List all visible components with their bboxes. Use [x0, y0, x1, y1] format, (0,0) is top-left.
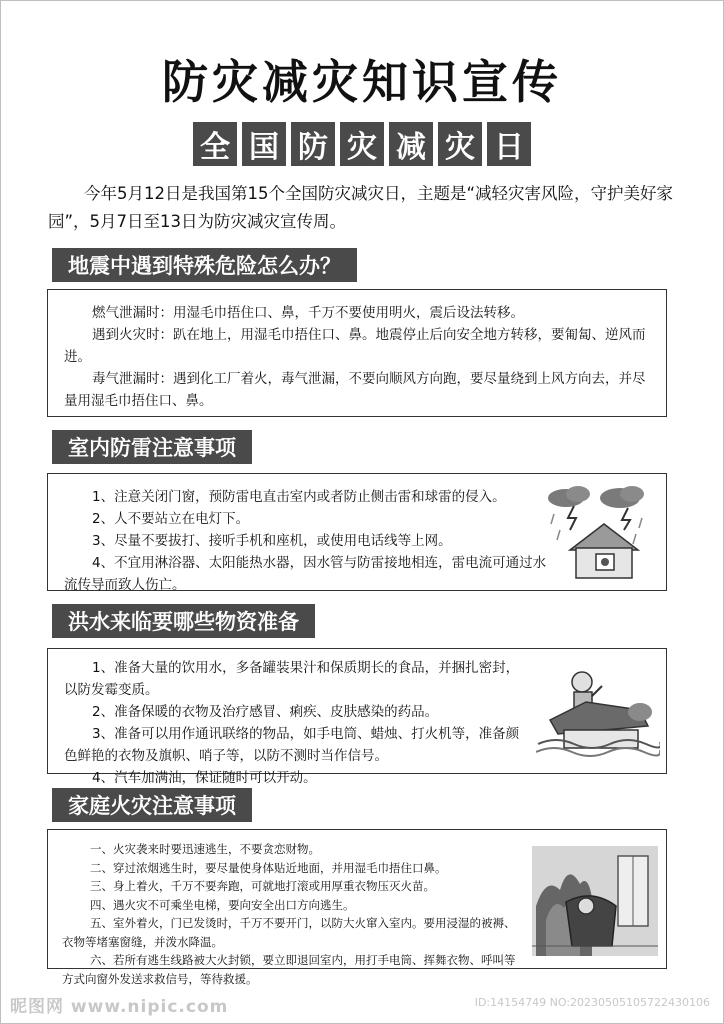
subtitle-char: 减 [389, 122, 433, 166]
paragraph: 五、室外着火，门已发烫时，千万不要开门，以防大火窜入室内。要用浸湿的被褥、衣物等堵塞窗缝，并泼水降温。 [62, 916, 516, 949]
subtitle-char: 全 [193, 122, 237, 166]
paragraph: 4、汽车加满油，保证随时可以开动。 [92, 770, 317, 786]
paragraph: 1、注意关闭门窗，预防雷电直击室内或者防止侧击雷和球雷的侵入。 [92, 489, 506, 505]
paragraph: 毒气泄漏时：遇到化工厂着火，毒气泄漏，不要向顺风方向跑，要尽量绕到上风方向去，并尽量用湿毛巾捂住口、鼻。 [64, 371, 646, 409]
paragraph: 3、尽量不要拔打、接听手机和座机，或使用电话线等上网。 [92, 533, 452, 549]
subtitle-char: 日 [487, 122, 531, 166]
paragraph: 一、火灾袭来时要迅速逃生，不要贪恋财物。 [90, 842, 320, 856]
fire-escape-illustration [532, 846, 658, 956]
paragraph: 三、身上着火，千万不要奔跑，可就地打滚或用厚重衣物压灭火苗。 [90, 879, 435, 893]
subtitle-char: 灾 [438, 122, 482, 166]
page-title: 防灾减灾知识宣传 [162, 55, 562, 109]
paragraph: 3、准备可以用作通讯联络的物品，如手电筒、蜡烛、打火机等，准备颜色鲜艳的衣物及旗帜、哨子等，以防不测时当作信号。 [64, 726, 520, 764]
storm-house-illustration [544, 484, 648, 582]
section-box-earthquake [47, 289, 667, 417]
flood-rooftop-illustration [536, 660, 660, 760]
paragraph: 四、遇火灾不可乘坐电梯，要向安全出口方向逃生。 [90, 897, 355, 912]
paragraph: 2、准备保暖的衣物及治疗感冒、痢疾、皮肤感染的药品。 [92, 704, 439, 720]
intro-paragraph: 今年5月12日是我国第15个全国防灾减灾日，主题是“减轻灾害风险，守护美好家园”，5月7日至13日为防灾减灾宣传周。 [48, 184, 674, 231]
paragraph: 1、准备大量的饮用水，多备罐装果汁和保质期长的食品，并捆扎密封，以防发霉变质。 [64, 660, 520, 698]
paragraph: 4、不宜用淋浴器、太阳能热水器，因水管与防雷接地相连，雷电流可通过水流传导而致人伤亡。 [64, 555, 547, 593]
section-heading-fire: 家庭火灾注意事项 [52, 788, 252, 822]
paragraph: 遇到火灾时：趴在地上，用湿毛巾捂住口、鼻。地震停止后向安全地方转移，要匍匐、逆风而进。 [64, 327, 646, 365]
section-heading-flood: 洪水来临要哪些物资准备 [52, 604, 315, 638]
section-heading-earthquake: 地震中遇到特殊危险怎么办？ [52, 248, 357, 282]
subtitle-char: 防 [291, 122, 335, 166]
watermark-id: ID:14154749 NO:20230505105722430106 [474, 996, 710, 1009]
paragraph: 二、穿过浓烟逃生时，要尽量使身体贴近地面，并用湿毛巾捂住口鼻。 [90, 860, 447, 875]
subtitle-char: 国 [242, 122, 286, 166]
paragraph: 2、人不要站立在电灯下。 [92, 511, 250, 527]
subtitle-banner [0, 122, 724, 166]
section-heading-lightning: 室内防雷注意事项 [52, 430, 252, 464]
paragraph: 燃气泄漏时：用湿毛巾捂住口、鼻，千万不要使用明火，震后设法转移。 [92, 305, 524, 321]
subtitle-char: 灾 [340, 122, 384, 166]
watermark-logo: 昵图网 www.nipic.com [10, 997, 229, 1017]
paragraph: 六、若所有逃生线路被大火封锁，要立即退回室内，用打手电筒、挥舞衣物、呼叫等方式向窗外发送求救信号，等待救援。 [62, 953, 516, 986]
